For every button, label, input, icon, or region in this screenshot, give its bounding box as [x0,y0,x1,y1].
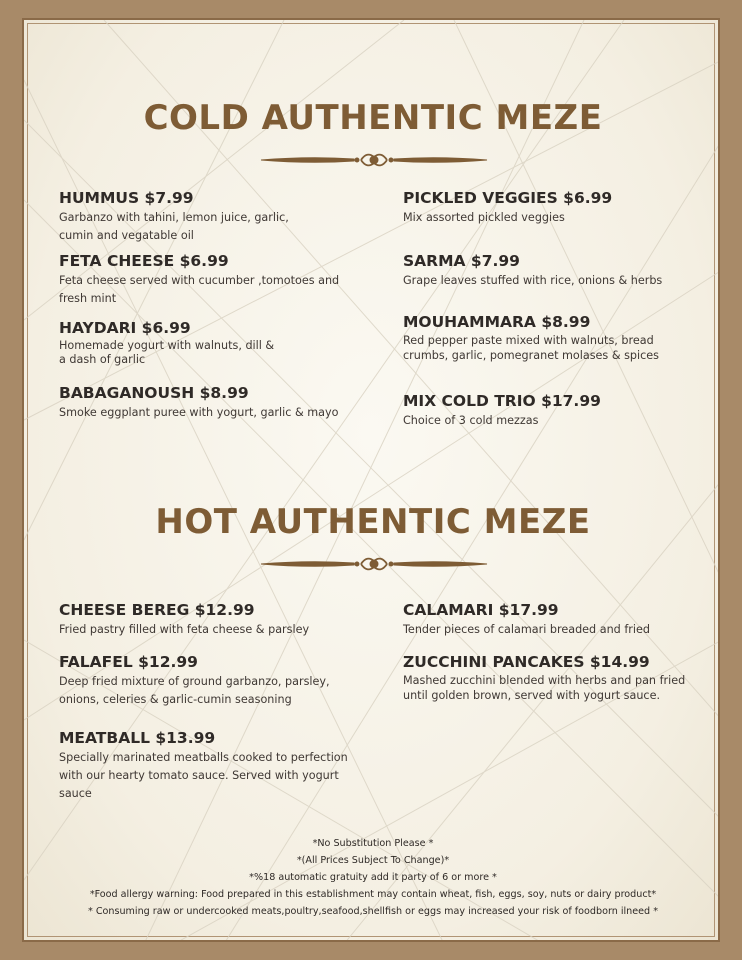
menu-item [59,188,379,245]
item-description: Garbanzo with tahini, lemon juice, garlic, cumin and vegatable oil [59,211,289,242]
ornament-divider-icon [259,149,489,171]
footer-note: *Food allergy warning: Food prepared in this establishment may contain wheat, fish, eggs, soy, nuts or dairy product* [89,889,657,900]
menu-item [403,188,720,227]
menu-item [403,251,720,290]
item-name: PICKLED VEGGIES $6.99 [403,189,613,207]
footer-note: *(All Prices Subject To Change)* [296,855,450,866]
item-description: Tender pieces of calamari breaded and fried [403,623,650,636]
item-description: Deep fried mixture of ground garbanzo, parsley, onions, celeries & garlic-cumin seasoning [59,675,330,706]
item-name: HUMMUS $7.99 [59,189,194,207]
item-name: MIX COLD TRIO $17.99 [403,392,601,410]
item-description: Fried pastry filled with feta cheese & parsley [59,623,310,636]
item-name: CHEESE BEREG $12.99 [59,601,255,619]
item-name: CALAMARI $17.99 [403,601,559,619]
menu-item [59,600,379,639]
item-name: MOUHAMMARA $8.99 [403,313,591,331]
item-description: Mix assorted pickled veggies [403,211,565,224]
item-description: Specially marinated meatballs cooked to perfection with our hearty tomato sauce. Served with yogurt sauce [59,751,348,800]
menu-item [403,652,720,703]
cold-section-title: COLD AUTHENTIC MEZE [143,98,603,138]
menu-page [22,18,720,942]
item-description: Smoke eggplant puree with yogurt, garlic & mayo [59,406,339,419]
footer-note: *No Substitution Please * [312,838,434,849]
item-description: Red pepper paste mixed with walnuts, bread crumbs, garlic, pomegranet molases & spices [403,334,660,362]
menu-footer-notes [24,835,720,920]
hot-section-title: HOT AUTHENTIC MEZE [155,502,591,542]
menu-item [403,391,720,430]
item-description: Homemade yogurt with walnuts, dill & a dash of garlic [59,339,275,366]
menu-item [59,652,379,709]
item-name: MEATBALL $13.99 [59,729,216,747]
item-name: ZUCCHINI PANCAKES $14.99 [403,653,650,671]
item-name: BABAGANOUSH $8.99 [59,384,249,402]
item-name: FETA CHEESE $6.99 [59,252,229,270]
footer-note: *%18 automatic gratuity add it party of 6 or more * [249,872,497,883]
menu-item [59,728,379,803]
menu-item [59,251,379,308]
item-name: HAYDARI $6.99 [59,319,191,337]
menu-item [403,600,720,639]
menu-item [59,383,379,422]
item-description: Feta cheese served with cucumber ,tomotoes and fresh mint [59,274,340,305]
item-description: Grape leaves stuffed with rice, onions & herbs [403,274,663,287]
footer-note: * Consuming raw or undercooked meats,poultry,seafood,shellfish or eggs may increased your risk of foodborn ilneed * [87,906,658,917]
menu-item [403,312,720,363]
item-description: Choice of 3 cold mezzas [403,414,539,427]
item-description: Mashed zucchini blended with herbs and pan fried until golden brown, served with yogurt sauce. [403,674,686,702]
item-name: SARMA $7.99 [403,252,520,270]
menu-item [59,318,379,367]
item-name: FALAFEL $12.99 [59,653,198,671]
ornament-divider-icon [259,553,489,575]
